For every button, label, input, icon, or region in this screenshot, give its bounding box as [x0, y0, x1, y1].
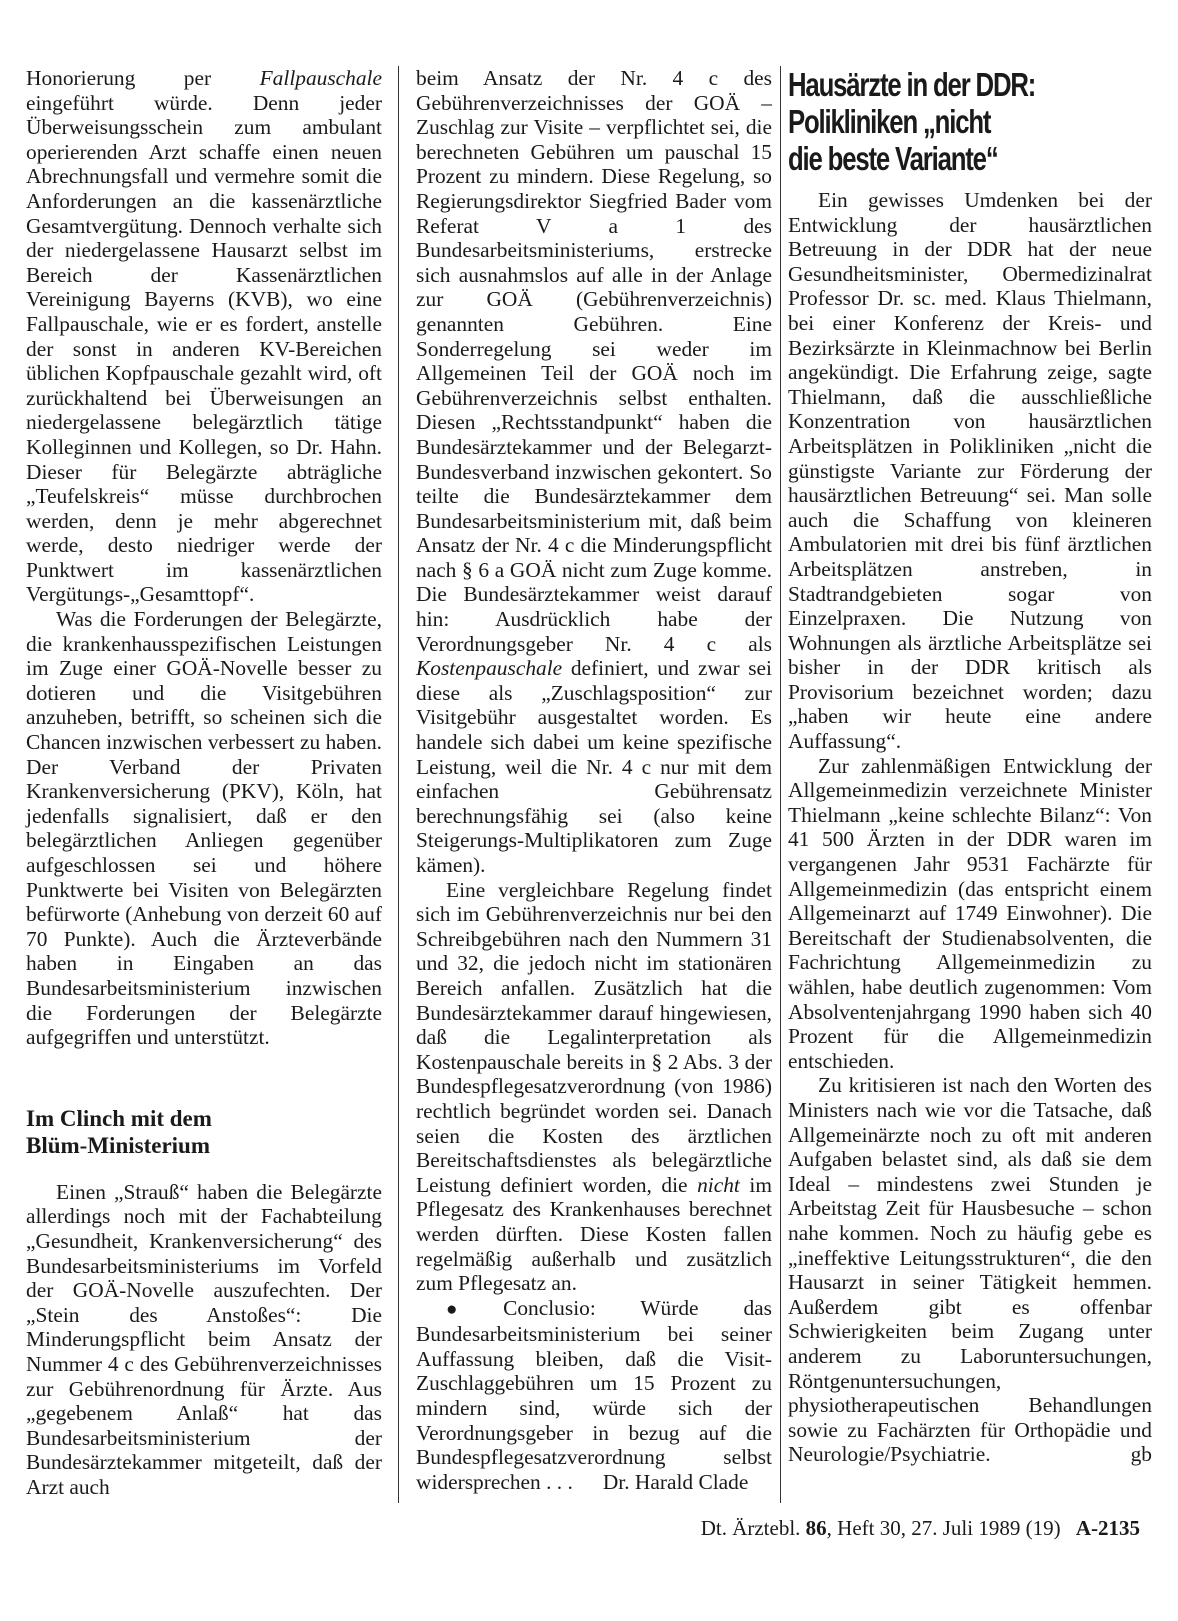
emphasis: Kostenpauschale [416, 656, 563, 681]
paragraph: Ein gewisses Umdenken bei der Entwicklung der hausärztlichen Betreuung in der DDR hat der neue Gesundheitsminister, Obermedizinalrat Professor Dr. sc. med. Klaus Thielmann, bei einer Konferenz der Kreis- und Bezirksärzte in Kleinmachnow bei Berlin angekündigt. Die Erfahrung zeige, sagte Thielmann, daß die ausschließliche Konzentration von hausärztlichen Arbeitsplätzen in Polikliniken „nicht die günstigste Variante zur Förderung der hausärztlichen Betreuung“ sei. Man solle auch die Schaffung von kleineren Ambulatorien mit drei bis fünf ärztlichen Arbeitsplätzen anstreben, in Stadtrandgebieten sogar von Einzelpraxen. Die Nutzung von Wohnungen als ärztliche Arbeitsplätze sei bisher in der DDR kritisch als Provisorium bezeichnet worden; dazu „haben wir heute eine andere Auffassung“. [788, 188, 1152, 754]
volume-number: 86 [805, 1516, 827, 1540]
column-divider [780, 66, 781, 1503]
author-initials: gb [1130, 1442, 1152, 1467]
article-column-3 [788, 66, 1152, 1467]
paragraph: Zu kritisieren ist nach den Worten des Ministers nach wie vor die Tatsache, daß Allgemeinärzte noch zu oft mit anderen Aufgaben belastet sind, als daß sie dem Ideal – mindestens zwei Stunden je Arbeitstag Zeit für Hausbesuche – schon nahe kommen. Noch zu häufig gebe es „ineffektive Leitungsstrukturen“, die den Hausarzt in seiner Tätigkeit hemmen. Außerdem gibt es offenbar Schwierigkeiten beim Zugang unter anderem zu Laboruntersuchungen, Röntgenuntersuchungen, physiotherapeutischen Behandlungen sowie zu Fachärzten für Orthopädie und Neurologie/Psychiatrie. gb [788, 1073, 1152, 1467]
issue-date: , Heft 30, 27. Juli 1989 (19) [826, 1516, 1061, 1540]
section-subheading: Im Clinch mit dem Blüm-Ministerium [26, 1105, 212, 1158]
column-divider [398, 66, 399, 1503]
paragraph-conclusion: ● Conclusio: Würde das Bundesarbeitsministerium bei seiner Auffassung bleiben, daß die Visit-Zuschlaggebühren um 15 Prozent zu mindern sind, würde sich der Verordnungsgeber in bezug auf die Bundespflegesatzverordnung selbst widersprechen . . . Dr. Harald Clade [416, 1295, 772, 1494]
emphasis: nicht [697, 1172, 740, 1197]
emphasis: Fallpauschale [259, 66, 382, 90]
article-column-1 [26, 66, 382, 1499]
article-column-2 [416, 66, 772, 1494]
article-headline: Hausärzte in der DDR: Polikliniken „nicht die beste Variante“ [788, 66, 1036, 177]
author-signature: Dr. Harald Clade [602, 1469, 749, 1494]
paragraph: beim Ansatz der Nr. 4 c des Gebührenverzeichnisses der GOÄ – Zuschlag zur Visite – verpflichtet sei, die berechneten Gebühren um pauschal 15 Prozent zu mindern. Diese Regelung, so Regierungsdirektor Siegfried Bader vom Referat V a 1 des Bundesarbeitsministeriums, erstrecke sich ausnahmslos auf alle in der Anlage zur GOÄ (Gebührenverzeichnis) genannten Gebühren. Eine Sonderregelung sei weder im Allgemeinen Teil der GOÄ noch im Gebührenverzeichnis selbst enthalten. Diesen „Rechtsstandpunkt“ haben die Bundesärztekammer und der Belegarzt-Bundesverband inzwischen gekontert. So teilte die Bundesärztekammer dem Bundesarbeitsministerium mit, daß beim Ansatz der Nr. 4 c die Minderungspflicht nach § 6 a GOÄ nicht zum Zuge komme. Die Bundesärztekammer weist darauf hin: Ausdrücklich habe der Verordnungsgeber Nr. 4 c als Kostenpauschale definiert, und zwar sei diese als „Zuschlagsposition“ zur Visitgebühr ausgestaltet worden. Es handele sich dabei um keine spezifische Leistung, weil die Nr. 4 c nur mit dem einfachen Gebührensatz berechnungsfähig sei (also keine Steigerungs-Multiplikatoren zum Zuge kämen). [416, 66, 772, 877]
journal-name: Dt. Ärztebl. [700, 1516, 801, 1540]
paragraph: Einen „Strauß“ haben die Belegärzte allerdings noch mit der Fachabteilung „Gesundheit, Krankenversicherung“ des Bundesarbeitsministeriums im Vorfeld der GOÄ-Novelle auszufechten. Der „Stein des Anstoßes“: Die Minderungspflicht beim Ansatz der Nummer 4 c des Gebührenverzeichnisses zur Gebührenordnung für Ärzte. Aus „gegebenem Anlaß“ hat das Bundesarbeitsministerium der Bundesärztekammer mitgeteilt, daß der Arzt auch [26, 1179, 382, 1499]
paragraph: Was die Forderungen der Belegärzte, die krankenhausspezifischen Leistungen im Zuge einer GOÄ-Novelle besser zu dotieren und die Visitgebühren anzuheben, betrifft, so scheinen sich die Chancen inzwischen verbessert zu haben. Der Verband der Privaten Krankenversicherung (PKV), Köln, hat jedenfalls signalisiert, daß er den belegärztlichen Anliegen gegenüber aufgeschlossen sei und höhere Punktwerte bei Visiten von Belegärzten befürworte (Anhebung von derzeit 60 auf 70 Punkte). Auch die Ärzteverbände haben in Eingaben an das Bundesarbeitsministerium inzwischen die Forderungen der Belegärzte aufgegriffen und unterstützt. [26, 607, 382, 1050]
paragraph: Zur zahlenmäßigen Entwicklung der Allgemeinmedizin verzeichnete Minister Thielmann „keine schlechte Bilanz“: Von 41 500 Ärzten in der DDR waren im vergangenen Jahr 9531 Fachärzte für Allgemeinmedizin (das entspricht einem Allgemeinarzt auf 1749 Einwohner). Die Bereitschaft der Studienabsolventen, die Fachrichtung Allgemeinmedizin zu wählen, habe deutlich zugenommen: Vom Absolventenjahrgang 1990 haben sich 40 Prozent für die Allgemeinmedizin entschieden. [788, 753, 1152, 1073]
page-footer [701, 1516, 1140, 1541]
page-number: A-2135 [1075, 1516, 1140, 1540]
bullet-icon: ● [446, 1298, 498, 1320]
paragraph: Eine vergleichbare Regelung findet sich im Gebührenverzeichnis nur bei den Schreibgebühren nach den Nummern 31 und 32, die jedoch nicht im stationären Bereich anfallen. Zusätzlich hat die Bundesärztekammer darauf hingewiesen, daß die Legalinterpretation als Kostenpauschale bereits in § 2 Abs. 3 der Bundespflegesatzverordnung (von 1986) rechtlich begründet worden sei. Danach seien die Kosten des ärztlichen Bereitschaftsdienstes als belegärztliche Leistung definiert worden, die nicht im Pflegesatz des Krankenhauses berechnet werden dürften. Diese Kosten fallen regelmäßig außerhalb und zusätzlich zum Pflegesatz an. [416, 877, 772, 1296]
paragraph: Honorierung per Fallpauschale eingeführt würde. Denn jeder Überweisungsschein zum ambulant operierenden Arzt schaffe einen neuen Abrechnungsfall und vermehre somit die Anforderungen an die kassenärztliche Gesamtvergütung. Dennoch verhalte sich der niedergelassene Hausarzt selbst im Bereich der Kassenärztlichen Vereinigung Bayerns (KVB), wo eine Fallpauschale, wie er es fordert, anstelle der sonst in anderen KV-Bereichen üblichen Kopfpauschale gezahlt wird, oft zurückhaltend bei Überweisungen an niedergelassene belegärztlich tätige Kolleginnen und Kollegen, so Dr. Hahn. Dieser für Belegärzte abträgliche „Teufelskreis“ müsse durchbrochen werden, denn je mehr abgerechnet werde, desto niedriger werde der Punktwert im kassenärztlichen Vergütungs-„Gesamttopf“. [26, 66, 382, 607]
